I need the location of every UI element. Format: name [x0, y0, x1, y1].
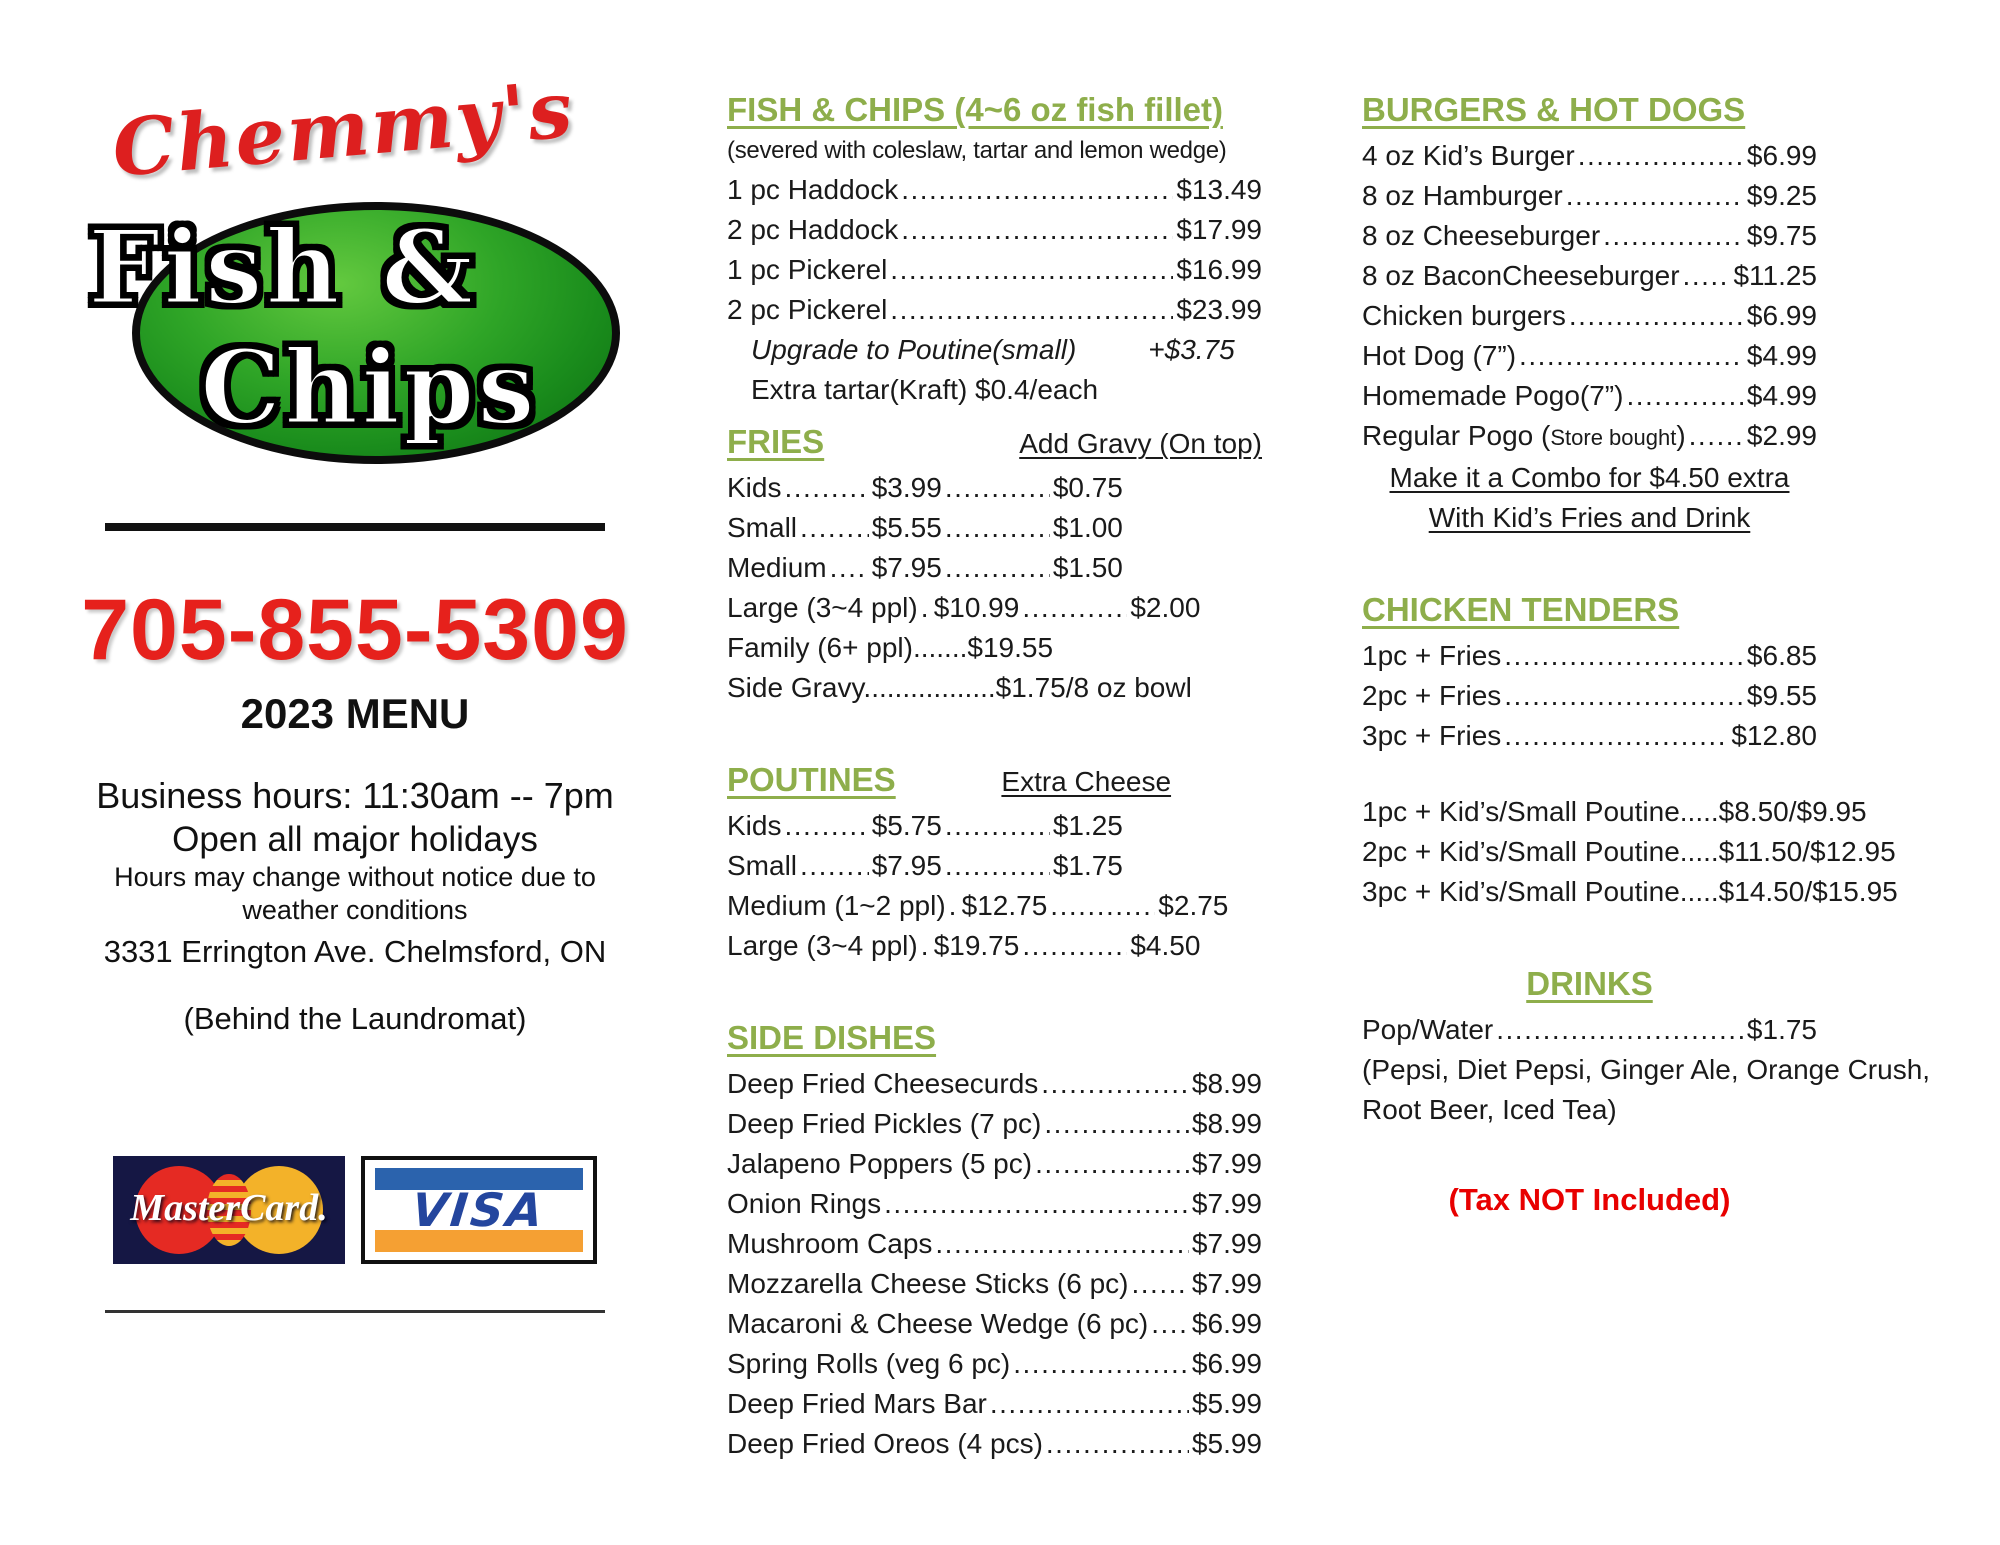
item-label: 2pc + Fries	[1362, 680, 1502, 711]
section-header	[727, 420, 1262, 464]
item-price: $9.25	[1746, 180, 1817, 211]
section-title: POUTINES	[727, 761, 896, 798]
phone-number: 705-855-5309	[81, 582, 629, 678]
menu-row	[727, 330, 1262, 370]
dot-leader	[1496, 1010, 1744, 1050]
dot-leader	[1504, 676, 1744, 716]
hours-notice-line2: weather conditions	[242, 895, 468, 925]
menu-row	[1362, 136, 1817, 176]
item-price: $7.99	[1191, 1228, 1262, 1259]
section-title: SIDE DISHES	[727, 1019, 937, 1056]
poutines-rows	[727, 806, 1262, 966]
menu-row	[727, 210, 1262, 250]
dot-leader	[901, 210, 1173, 250]
menu-row	[727, 1424, 1262, 1464]
dot-leader	[784, 468, 868, 508]
menu-row	[727, 548, 1123, 588]
item-extra-price: $1.75	[1052, 850, 1123, 881]
dot-leader	[1689, 416, 1744, 456]
section-poutines	[727, 758, 1262, 966]
item-label: 8 oz Cheeseburger	[1362, 220, 1601, 251]
item-price: $7.95	[871, 552, 942, 583]
menu-row	[727, 250, 1262, 290]
menu-row	[727, 886, 1229, 926]
section-header	[1362, 962, 1817, 1006]
item-label: 1pc + Fries	[1362, 640, 1502, 671]
menu-row	[727, 1144, 1262, 1184]
item-price: $4.99	[1746, 380, 1817, 411]
item-label: Upgrade to Poutine(small)	[751, 334, 1077, 365]
item-price: $8.99	[1191, 1108, 1262, 1139]
item-extra-price: $1.00	[1052, 512, 1123, 543]
item-label: Medium (1~2 ppl)	[727, 890, 946, 921]
menu-row	[1362, 216, 1817, 256]
item-label: Kids	[727, 472, 782, 503]
item-price: $9.75	[1746, 220, 1817, 251]
item-price: $7.95	[871, 850, 942, 881]
section-drinks	[1362, 962, 1931, 1218]
item-label: Regular Pogo (	[1362, 420, 1551, 451]
dot-leader	[1044, 1104, 1189, 1144]
menu-row	[1362, 336, 1817, 376]
dot-leader	[1041, 1064, 1189, 1104]
menu-row	[1362, 256, 1817, 296]
item-price: +$3.75	[1148, 334, 1235, 365]
item-price: $7.99	[1191, 1268, 1262, 1299]
dot-leader	[1022, 926, 1127, 966]
dot-leader	[800, 508, 869, 548]
menu-row	[727, 806, 1123, 846]
item-label: Medium	[727, 552, 827, 583]
item-extra-price: $1.50	[1052, 552, 1123, 583]
item-label: 2 pc Haddock	[727, 214, 899, 245]
item-price: $5.75	[871, 810, 942, 841]
menu-line: Side Gravy.................$1.75/8 oz bowl	[727, 672, 1192, 703]
menu-row	[1362, 376, 1817, 416]
menu-year: 2023 MENU	[240, 690, 470, 737]
item-label: Spring Rolls (veg 6 pc)	[727, 1348, 1011, 1379]
menu-row	[727, 926, 1201, 966]
section-header	[727, 758, 1171, 802]
item-price: $5.99	[1191, 1388, 1262, 1419]
item-price: $10.99	[933, 592, 1020, 623]
mastercard-logo	[113, 1156, 345, 1264]
section-title: FISH & CHIPS (4~6 oz fish fillet)	[727, 91, 1223, 128]
menu-row	[727, 1264, 1262, 1304]
menu-row	[1362, 636, 1817, 676]
item-price: $9.55	[1746, 680, 1817, 711]
item-price: $13.49	[1176, 174, 1262, 205]
item-price: $5.55	[871, 512, 942, 543]
item-label: Small	[727, 512, 798, 543]
menu-row	[727, 290, 1262, 330]
spacer	[1362, 756, 1817, 792]
section-title: CHICKEN TENDERS	[1362, 591, 1680, 628]
item-label: Large (3~4 ppl)	[727, 592, 918, 623]
item-extra-price: $1.25	[1052, 810, 1123, 841]
item-label: Deep Fried Cheesecurds	[727, 1068, 1039, 1099]
fish-chips-rows	[727, 170, 1262, 410]
item-label: 1 pc Haddock	[727, 174, 899, 205]
item-label: Kids	[727, 810, 782, 841]
item-price: $23.99	[1176, 294, 1262, 325]
menu-line: 1pc + Kid’s/Small Poutine.....$8.50/$9.95	[1362, 796, 1867, 827]
section-subhead: Extra Cheese	[1001, 766, 1172, 797]
item-label: 8 oz BaconCheeseburger	[1362, 260, 1680, 291]
item-price: $6.99	[1191, 1348, 1262, 1379]
item-label: Jalapeno Poppers (5 pc)	[727, 1148, 1033, 1179]
item-price: $4.99	[1746, 340, 1817, 371]
dot-leader	[1519, 336, 1744, 376]
item-price: $12.80	[1731, 720, 1817, 751]
dot-leader	[935, 1224, 1189, 1264]
menu-line: Extra tartar(Kraft) $0.4/each	[751, 374, 1099, 405]
item-label: 1 pc Pickerel	[727, 254, 888, 285]
dot-leader	[830, 548, 869, 588]
menu-row	[727, 1304, 1262, 1344]
item-label: Pop/Water	[1362, 1014, 1494, 1045]
left-column	[70, 64, 640, 1313]
dot-leader	[800, 846, 869, 886]
section-subtitle: (severed with coleslaw, tartar and lemon wedge)	[727, 137, 1227, 164]
dot-leader	[1566, 176, 1744, 216]
item-label: Mozzarella Cheese Sticks (6 pc)	[727, 1268, 1129, 1299]
section-title: FRIES	[727, 423, 825, 460]
dot-leader	[1046, 1424, 1189, 1464]
item-label: 3pc + Fries	[1362, 720, 1502, 751]
item-label: Large (3~4 ppl)	[727, 930, 918, 961]
item-price: $6.99	[1191, 1308, 1262, 1339]
dot-leader	[921, 588, 931, 628]
menu-line: Make it a Combo for $4.50 extra	[1389, 462, 1790, 493]
item-price: $19.75	[933, 930, 1020, 961]
section-chicken-tenders	[1362, 588, 1898, 912]
menu-row	[727, 588, 1201, 628]
dot-leader	[1013, 1344, 1189, 1384]
logo	[70, 64, 640, 475]
hours-notice-line1: Hours may change without notice due to	[114, 862, 596, 892]
logo-fish-text: Fish &	[88, 208, 477, 328]
holidays-note: Open all major holidays	[172, 820, 538, 859]
item-label: 8 oz Hamburger	[1362, 180, 1563, 211]
dot-leader	[1626, 376, 1743, 416]
item-price: $11.25	[1733, 260, 1817, 291]
item-price: $7.99	[1191, 1148, 1262, 1179]
dot-leader	[901, 170, 1173, 210]
payment-cards	[70, 1156, 640, 1264]
item-label-small: Store bought	[1550, 425, 1677, 450]
mastercard-wordmark: MasterCard.	[130, 1187, 328, 1229]
menu-row	[727, 1384, 1262, 1424]
dot-leader	[784, 806, 868, 846]
item-extra-price: $2.00	[1130, 592, 1201, 623]
menu-row	[727, 1224, 1262, 1264]
dot-leader	[1603, 216, 1744, 256]
dot-leader	[1035, 1144, 1189, 1184]
item-price: $8.99	[1191, 1068, 1262, 1099]
business-hours: Business hours: 11:30am -- 7pm	[96, 775, 614, 816]
item-label: Homemade Pogo(7”)	[1362, 380, 1624, 411]
item-label: Hot Dog (7”)	[1362, 340, 1517, 371]
item-label: Small	[727, 850, 798, 881]
menu-row	[727, 170, 1262, 210]
menu-line: With Kid’s Fries and Drink	[1428, 502, 1751, 533]
menu-row	[1362, 716, 1817, 756]
item-label: Deep Fried Mars Bar	[727, 1388, 987, 1419]
item-price: $3.99	[871, 472, 942, 503]
item-label: )	[1676, 420, 1686, 451]
menu-row	[1362, 296, 1817, 336]
menu-row	[727, 1064, 1262, 1104]
section-side-dishes	[727, 1016, 1262, 1464]
fries-rows	[727, 468, 1262, 708]
dot-leader	[884, 1184, 1189, 1224]
street-address: 3331 Errington Ave. Chelmsford, ON	[103, 934, 607, 969]
menu-row	[727, 1184, 1262, 1224]
item-price: $2.99	[1746, 420, 1817, 451]
drinks-rows	[1362, 1010, 1931, 1130]
dot-leader	[1504, 636, 1744, 676]
dot-leader	[1578, 136, 1744, 176]
dot-leader	[945, 806, 1050, 846]
dot-leader	[1022, 588, 1127, 628]
item-price: $5.99	[1191, 1428, 1262, 1459]
middle-column	[727, 88, 1262, 1464]
menu-row	[727, 1104, 1262, 1144]
menu-row	[727, 508, 1123, 548]
logo-chips-text: Chips	[200, 328, 538, 448]
section-burgers-hot-dogs	[1362, 88, 1817, 538]
section-subhead: Add Gravy (On top)	[1019, 428, 1262, 459]
item-price: $12.75	[961, 890, 1048, 921]
menu-line: 3pc + Kid’s/Small Poutine.....$14.50/$15.95	[1362, 876, 1898, 907]
item-label: Chicken burgers	[1362, 300, 1566, 331]
dot-leader	[945, 846, 1050, 886]
item-label: Deep Fried Oreos (4 pcs)	[727, 1428, 1043, 1459]
logo-chemmys-text: Chemmy's	[108, 64, 578, 195]
menu-line: Root Beer, Iced Tea)	[1362, 1094, 1617, 1125]
visa-wordmark: VISA	[409, 1183, 549, 1237]
item-extra-price: $2.75	[1158, 890, 1229, 921]
visa-logo	[361, 1156, 597, 1264]
section-fries	[727, 420, 1262, 708]
item-label: Onion Rings	[727, 1188, 882, 1219]
dot-leader	[1683, 256, 1731, 296]
menu-row	[1362, 1010, 1817, 1050]
divider-line	[105, 523, 605, 531]
landmark-note: (Behind the Laundromat)	[183, 1001, 527, 1036]
menu-row	[1362, 676, 1817, 716]
item-label: Macaroni & Cheese Wedge (6 pc)	[727, 1308, 1149, 1339]
burgers-rows	[1362, 136, 1817, 538]
dot-leader	[1151, 1304, 1189, 1344]
dot-leader	[921, 926, 931, 966]
dot-leader	[890, 290, 1173, 330]
side-dishes-rows	[727, 1064, 1262, 1464]
divider-line-thin	[105, 1310, 605, 1313]
dot-leader	[949, 886, 959, 926]
item-price: $6.99	[1746, 300, 1817, 331]
menu-line: 2pc + Kid’s/Small Poutine.....$11.50/$12.95	[1362, 836, 1896, 867]
item-label: 4 oz Kid’s Burger	[1362, 140, 1575, 171]
item-price: $17.99	[1176, 214, 1262, 245]
chicken-tenders-rows	[1362, 636, 1898, 912]
item-label: 2 pc Pickerel	[727, 294, 888, 325]
section-title: BURGERS & HOT DOGS	[1362, 91, 1746, 128]
item-price: $1.75	[1746, 1014, 1817, 1045]
item-price: $6.99	[1746, 140, 1817, 171]
section-fish-and-chips	[727, 88, 1262, 410]
item-price: $16.99	[1176, 254, 1262, 285]
item-label: Deep Fried Pickles (7 pc)	[727, 1108, 1042, 1139]
dot-leader	[1131, 1264, 1188, 1304]
menu-row	[727, 468, 1123, 508]
dot-leader	[990, 1384, 1189, 1424]
menu-line: (Pepsi, Diet Pepsi, Ginger Ale, Orange Crush,	[1362, 1054, 1931, 1085]
right-column	[1362, 88, 1931, 1218]
menu-line: Family (6+ ppl).......$19.55	[727, 632, 1054, 663]
dot-leader	[945, 548, 1050, 588]
tax-note: (Tax NOT Included)	[1448, 1182, 1731, 1217]
dot-leader	[945, 468, 1050, 508]
item-extra-price: $4.50	[1130, 930, 1201, 961]
dot-leader	[1504, 716, 1728, 756]
dot-leader	[1569, 296, 1744, 336]
item-price: $6.85	[1746, 640, 1817, 671]
menu-row	[727, 846, 1123, 886]
menu-row	[1362, 416, 1817, 458]
item-extra-price: $0.75	[1052, 472, 1123, 503]
item-label: Mushroom Caps	[727, 1228, 933, 1259]
item-price: $7.99	[1191, 1188, 1262, 1219]
menu-row	[1362, 176, 1817, 216]
menu-row	[727, 1344, 1262, 1384]
dot-leader	[890, 250, 1173, 290]
dot-leader	[945, 508, 1050, 548]
dot-leader	[1050, 886, 1155, 926]
section-title: DRINKS	[1526, 965, 1653, 1002]
